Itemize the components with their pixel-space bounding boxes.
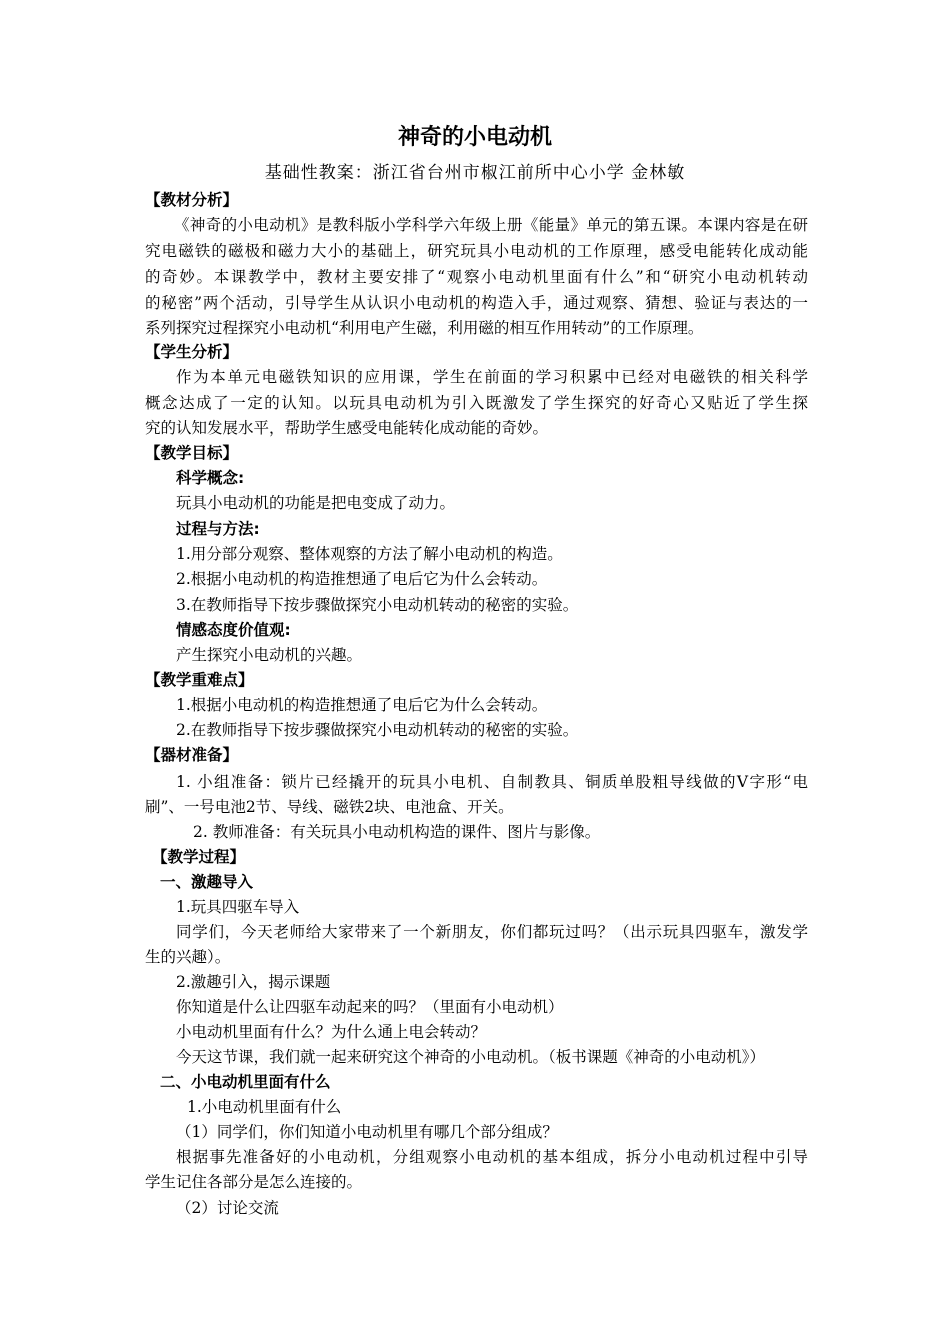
page-subtitle: 基础性教案：浙江省台州市椒江前所中心小学 金林敏	[264, 163, 686, 183]
process-line: 2.激趣引入，揭示课题	[176, 973, 331, 991]
key-point-item: 1.根据小电动机的构造推想通了电后它为什么会转动。	[176, 696, 548, 714]
section-heading-materials: 【器材准备】	[145, 746, 239, 764]
paragraph-line: 的奇妙。本课教学中，教材主要安排了“观察小电动机里面有什么”和“研究小电动机转动	[145, 268, 808, 286]
materials-line: 1. 小组准备：锁片已经撬开的玩具小电机、自制教具、铜质单股粗导线做的V字形“电	[176, 773, 808, 791]
paragraph-line: 究的认知发展水平，帮助学生感受电能转化成动能的奇妙。	[145, 419, 549, 437]
goal-item: 1.用分部分观察、整体观察的方法了解小电动机的构造。	[176, 545, 563, 563]
paragraph-line: 作为本单元电磁铁知识的应用课，学生在前面的学习积累中已经对电磁铁的相关科学	[176, 368, 808, 386]
subsection-heading: 二、小电动机里面有什么	[160, 1073, 331, 1091]
goal-item: 2.根据小电动机的构造推想通了电后它为什么会转动。	[176, 570, 548, 588]
process-line: 同学们，今天老师给大家带来了一个新朋友，你们都玩过吗？（出示玩具四驱车，激发学	[176, 923, 808, 941]
section-heading-students: 【学生分析】	[145, 343, 239, 361]
paragraph-line: 概念达成了一定的认知。以玩具电动机为引入既激发了学生探究的好奇心又贴近了学生探	[145, 394, 808, 412]
process-line: （1）同学们，你们知道小电动机里有哪几个部分组成？	[176, 1123, 558, 1141]
section-heading-goals: 【教学目标】	[145, 444, 239, 462]
process-line: 1.小电动机里面有什么	[187, 1098, 342, 1116]
goal-label-process: 过程与方法:	[176, 520, 260, 538]
section-heading-key-points: 【教学重难点】	[145, 671, 254, 689]
process-line: 今天这节课，我们就一起来研究这个神奇的小电动机。（板书课题《神奇的小电动机》）	[176, 1048, 766, 1066]
process-line: 根据事先准备好的小电动机，分组观察小电动机的基本组成，拆分小电动机过程中引导	[176, 1148, 808, 1166]
section-heading-process: 【教学过程】	[152, 848, 246, 866]
materials-line: 刷”、一号电池2节、导线、磁铁2块、电池盒、开关。	[145, 798, 514, 816]
subsection-heading: 一、激趣导入	[160, 873, 254, 891]
paragraph-line: 究电磁铁的磁极和磁力大小的基础上，研究玩具小电动机的工作原理，感受电能转化成动能	[145, 242, 808, 260]
goal-label-concept: 科学概念:	[176, 469, 245, 487]
process-line: 1.玩具四驱车导入	[176, 898, 300, 916]
goal-label-attitude: 情感态度价值观:	[176, 621, 291, 639]
process-line: 学生记住各部分是怎么连接的。	[145, 1173, 363, 1191]
key-point-item: 2.在教师指导下按步骤做探究小电动机转动的秘密的实验。	[176, 721, 579, 739]
section-heading-textbook: 【教材分析】	[145, 191, 239, 209]
materials-line: 2. 教师准备：有关玩具小电动机构造的课件、图片与影像。	[193, 823, 601, 841]
process-line: （2）讨论交流	[176, 1199, 279, 1217]
page-title: 神奇的小电动机	[397, 125, 552, 150]
paragraph-line: 的秘密”两个活动，引导学生从认识小电动机的构造入手，通过观察、猜想、验证与表达的一	[145, 294, 808, 312]
paragraph-line: 系列探究过程探究小电动机“利用电产生磁，利用磁的相互作用转动”的工作原理。	[145, 319, 704, 337]
process-line: 你知道是什么让四驱车动起来的吗？（里面有小电动机）	[176, 998, 564, 1016]
paragraph-line: 《神奇的小电动机》是教科版小学科学六年级上册《能量》单元的第五课。本课内容是在研	[174, 216, 808, 234]
goal-text: 玩具小电动机的功能是把电变成了动力。	[176, 494, 456, 512]
process-line: 生的兴趣）。	[145, 948, 231, 966]
goal-item: 3.在教师指导下按步骤做探究小电动机转动的秘密的实验。	[176, 596, 579, 614]
process-line: 小电动机里面有什么？为什么通上电会转动？	[176, 1023, 487, 1041]
goal-text: 产生探究小电动机的兴趣。	[176, 646, 363, 664]
